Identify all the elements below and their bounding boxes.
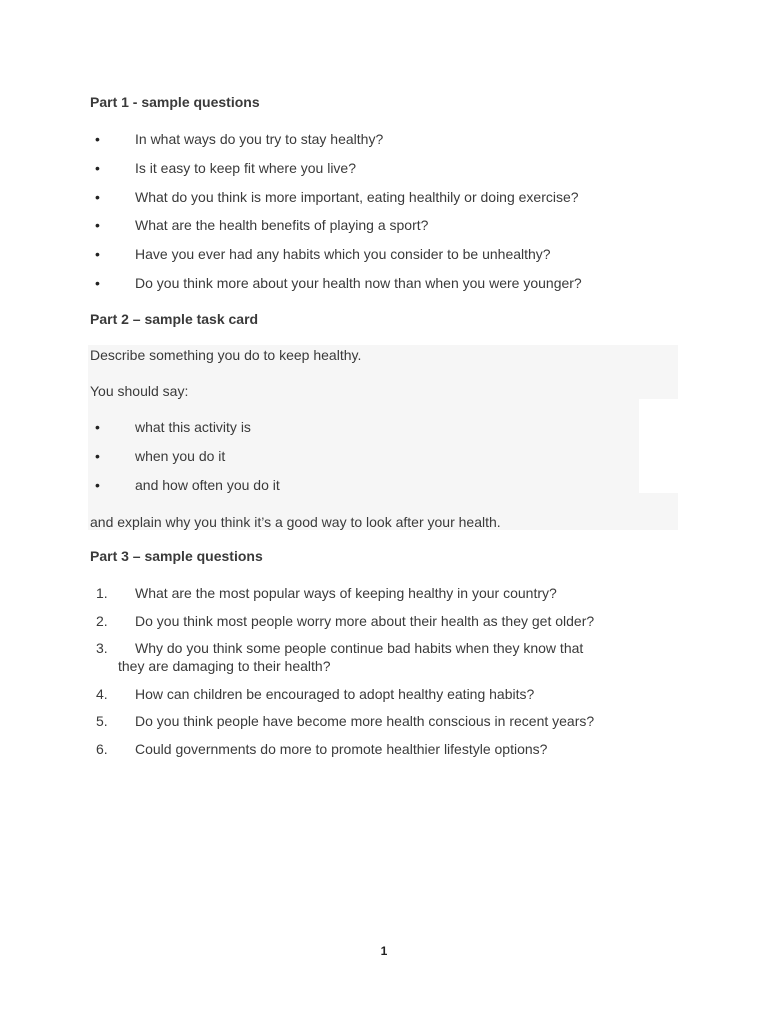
part1-heading: Part 1 - sample questions	[90, 94, 260, 110]
bullet-icon: •	[95, 476, 100, 493]
bullet-icon: •	[95, 131, 100, 147]
bullet-icon: •	[95, 188, 100, 205]
task-card-should-say: You should say:	[90, 383, 189, 399]
part3-heading: Part 3 – sample questions	[90, 548, 263, 564]
list-item: 1. What are the most popular ways of keeping healthy in your country?	[96, 585, 557, 601]
part3-question-list	[90, 584, 675, 767]
bullet-icon: •	[95, 246, 100, 263]
document-page: Part 1 - sample questions • In what ways do you try to stay healthy? • Is it easy to keep fit where you live? • What do you think is more important, eating healthily or doing exercise? • What are the health benefits of playing a sport? • Have you ever had any habits which you consider to be unhealthy? • Do you think more about your health now than when you were younger? Part 2 – sample task card Describe something you do to keep healthy. You should say: • what this activity is • when you do it • and how often you do it and explain why you think it’s a good way to look after your health. Part 3 – sample questions 1. What are the most popular ways of keeping healthy in your country? 2. Do you think most people worry more about their health as they get older? 3. Why do you think some people continue bad habits when they know that they are damaging to their health? 4. How can children be encouraged to adopt healthy eating habits? 5. Do you think people have become more health conscious in recent years? 6. Could governments do more to promote healthier lifestyle options? 1	[0, 0, 768, 1024]
list-item: 3. Why do you think some people continue bad habits when they know that they are damaging to their health?	[96, 640, 584, 674]
bullet-icon: •	[95, 419, 100, 435]
list-item: 4. How can children be encouraged to adopt healthy eating habits?	[96, 685, 535, 702]
bullet-icon: •	[95, 159, 100, 176]
task-card-closing: and explain why you think it’s a good way to look after your health.	[90, 514, 501, 530]
part2-heading: Part 2 – sample task card	[90, 311, 259, 327]
task-card-prompt: Describe something you do to keep healthy.	[90, 347, 362, 363]
list-item: 5. Do you think people have become more health conscious in recent years?	[96, 713, 595, 729]
bullet-icon: •	[95, 217, 100, 234]
page-number: 1	[380, 944, 388, 958]
list-item: 6. Could governments do more to promote healthier lifestyle options?	[96, 740, 548, 757]
list-item: 2. Do you think most people worry more about their health as they get older?	[96, 612, 595, 629]
bullet-icon: •	[95, 274, 100, 291]
bullet-icon: •	[95, 447, 100, 464]
